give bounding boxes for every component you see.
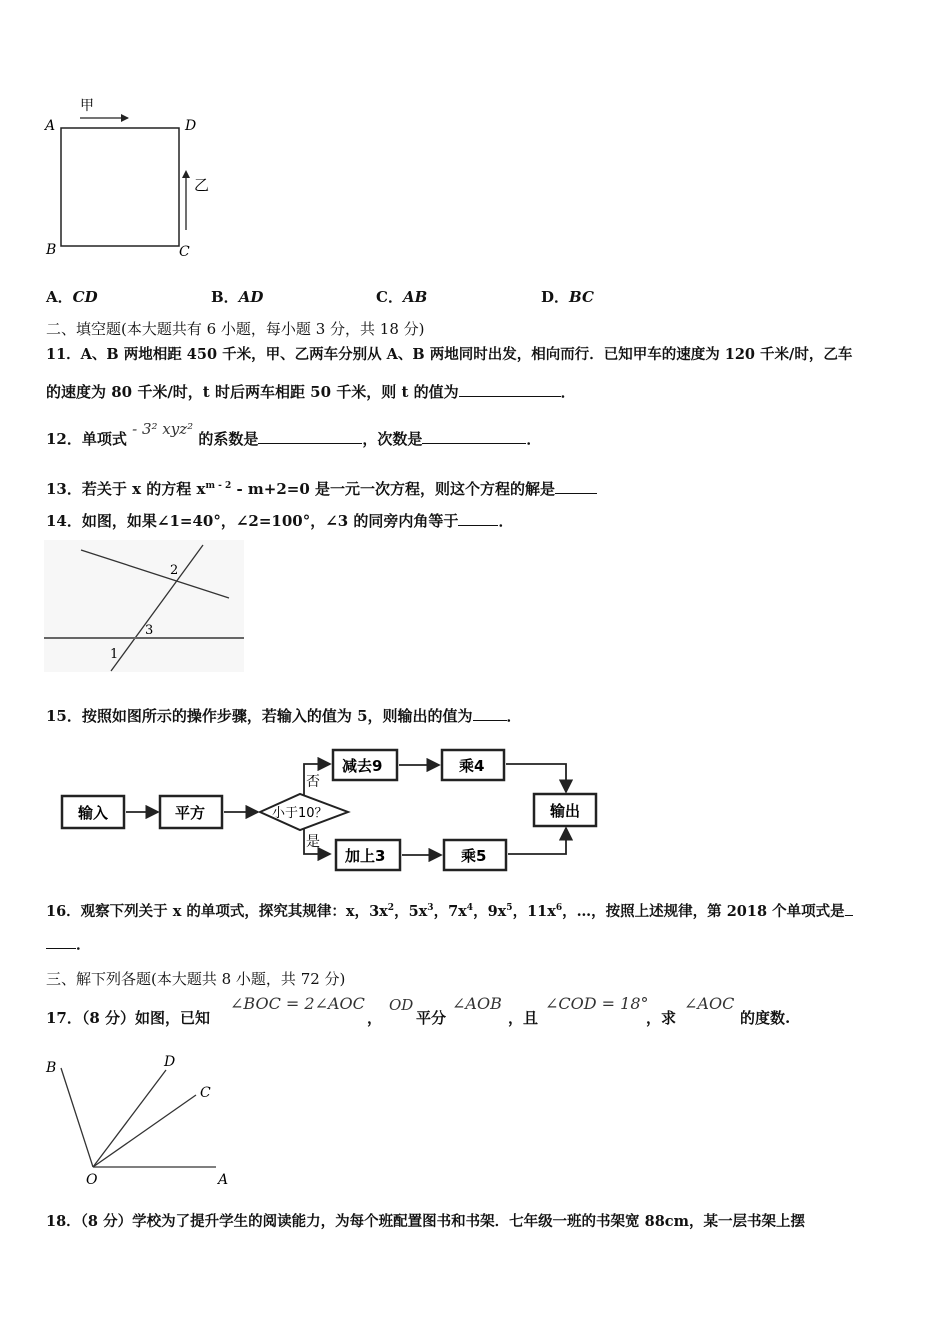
q17-word-degree: 的度数. [740,1009,791,1027]
q17-prefix: 17．（8 分）如图，已知 [46,1009,211,1027]
label-D: D [185,118,197,134]
q11-answer-blank[interactable] [459,382,561,397]
lines-figure [44,540,244,672]
ray-oc [93,1095,196,1167]
option-a[interactable]: A．CD [46,288,98,306]
q15: 15．按照如图所示的操作步骤，若输入的值为 5，则输出的值为 ． [46,707,522,725]
q17-math-boc: ∠BOC = 2∠AOC [230,994,365,1013]
box-input-label: 输入 [78,804,109,822]
q17-word-find: ，求 [646,1009,677,1027]
section-2-heading: 二、填空题(本大题共有 6 小题，每小题 3 分，共 18 分) [46,320,425,338]
angle-label-1: 1 [110,647,119,662]
label-yi: 乙 [194,176,210,194]
label-B: B [46,1060,57,1076]
label-O: O [86,1172,98,1188]
q16-line2: ． [46,934,91,954]
q17-word-and: ，且 [508,1009,539,1027]
label-A: A [45,118,56,134]
arrow-jia-head [121,114,129,122]
q13-answer-blank[interactable] [555,479,597,494]
q16-term: $7x^4$ [448,902,474,920]
q16-term: $3x^2$ [369,902,395,920]
option-b[interactable]: B．AD [211,288,264,306]
ray-od [93,1070,166,1167]
q16-answer-blank-b[interactable] [46,934,76,949]
branch-yes-label: 是 [306,834,320,850]
q17-word-bisect: 平分 [416,1009,447,1027]
q15-answer-blank[interactable] [473,706,507,721]
square-figure [40,92,230,262]
q13: 13．若关于 x 的方程 $x^{m - 2} - m+2=0$ 是一元一次方程，则这个方程的解是 [46,476,597,499]
arrow-yi-head [182,170,190,178]
q16-term: $5x^3$ [408,902,434,920]
box-mul5-label: 乘5 [461,847,487,865]
q18: 18．（8 分）学校为了提升学生的阅读能力，为每个班配置图书和书架．七年级一班的书架宽 88cm，某一层书架上摆 [46,1213,805,1230]
label-A: A [218,1172,229,1188]
box-sub9-label: 减去9 [342,757,383,775]
q17-math-cod: ∠COD = 18° [545,994,649,1013]
label-jia: 甲 [80,98,94,114]
label-C: C [200,1085,211,1101]
q16-term: $11x^6$ [527,902,563,920]
angle-label-2: 2 [170,563,179,578]
box-output-label: 输出 [550,802,581,820]
label-D: D [164,1054,176,1070]
q12: 12．单项式 - 3² xyz² 的系数是 ，次数是 ． [46,420,542,448]
label-C: C [179,244,190,260]
box-mul4-label: 乘4 [459,757,485,775]
q14-answer-blank[interactable] [458,511,498,526]
option-d[interactable]: D．BC [541,288,594,306]
box-add3-label: 加上3 [345,847,386,865]
q17-math-od: OD [389,996,414,1014]
q16-answer-blank-a[interactable] [845,901,853,916]
q14: 14．如图，如果∠1=40°，∠2=100°，∠3 的同旁内角等于 ． [46,512,514,530]
angle-label-3: 3 [145,623,154,638]
box-square-label: 平方 [175,804,206,822]
q16-line1: 16．观察下列关于 x 的单项式，探究其规律：x，$3x^2$，$5x^3$，$7x^4$，$9x^5$，$11x^6$，…，按照上述规律，第 2018 个单项式是 [46,898,853,922]
branch-no-label: 否 [306,774,320,790]
q11-line2: 的速度为 80 千米/时，t 时后两车相距 50 千米，则 t 的值为 ． [46,383,576,401]
ray-ob [61,1068,93,1167]
angle-figure [40,1050,240,1190]
q17-math-aob: ∠AOB [452,994,502,1013]
q16-term: $9x^5$ [487,902,513,920]
q11-line1: 11．A、B 两地相距 450 千米，甲、乙两车分别从 A、B 两地同时出发，相向而行．已知甲车的速度为 120 千米/时，乙车 [46,346,853,363]
square-abcd [61,128,179,246]
q12-coefficient-blank[interactable] [258,429,362,444]
decision-label: 小于10？ [272,806,328,821]
q12-expression: - 3² xyz² [132,420,194,438]
label-B: B [46,242,57,258]
q17-comma: ， [367,1009,383,1027]
option-c[interactable]: C．AB [376,288,428,306]
section-3-heading: 三、解下列各题(本大题共 8 小题，共 72 分) [46,970,346,988]
flowchart [56,742,616,872]
q12-degree-blank[interactable] [422,429,526,444]
q17-math-aoc: ∠AOC [684,994,735,1013]
